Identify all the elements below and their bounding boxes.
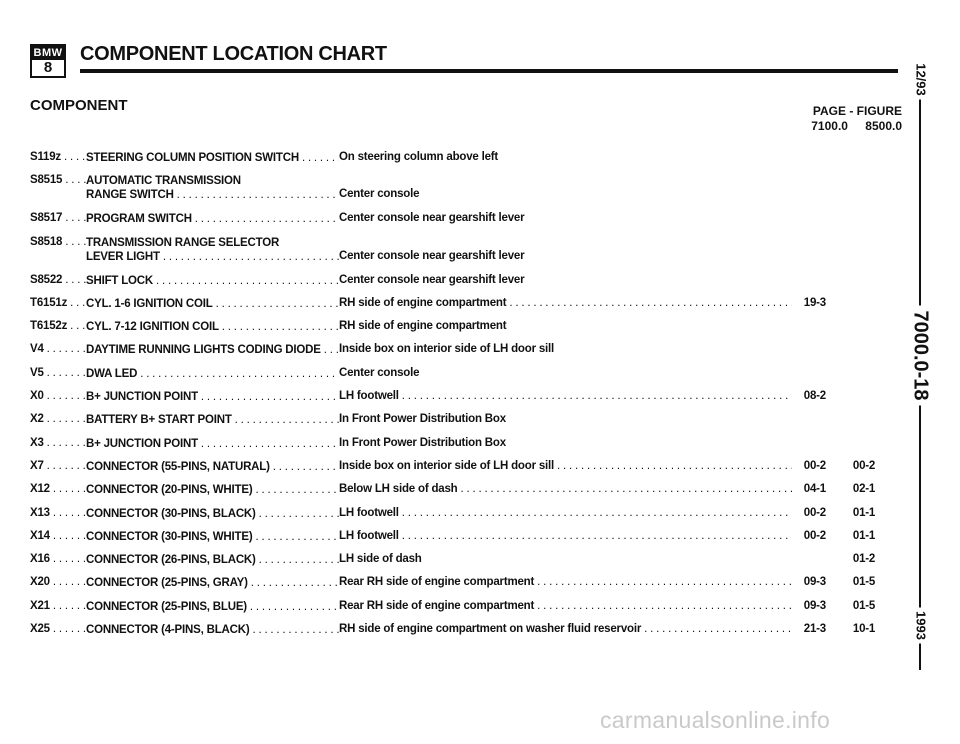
component-name-line-1: STEERING COLUMN POSITION SWITCH . . . [86, 151, 339, 165]
component-name-line-1: PROGRAM SWITCH . . . [86, 212, 339, 226]
page-ref-8500: 01-2 [852, 553, 876, 566]
component-location: Inside box on interior side of LH door sill [339, 343, 555, 356]
component-location: In Front Power Distribution Box [339, 436, 506, 449]
page-ref-7100: 19-3 [792, 297, 826, 309]
component-name [86, 460, 339, 474]
page-figure-code-1: 7100.0 [811, 119, 848, 133]
bmw-logo [30, 44, 66, 78]
component-location: LH footwell . . . [339, 530, 824, 542]
component-name-line-1: CYL. 1-6 IGNITION COIL . . . [86, 297, 339, 311]
component-row [30, 208, 910, 231]
logo-brand-text: BMW [33, 47, 63, 59]
component-name [86, 151, 339, 165]
component-name-line-2: LEVER LIGHT . . . [86, 250, 339, 264]
component-name [86, 530, 339, 544]
page-ref-8500: 01-5 [852, 576, 876, 589]
component-name-line-1: DWA LED . . . [86, 367, 339, 381]
component-location: Rear RH side of engine compartment . . . [339, 600, 824, 612]
component-name [86, 576, 339, 590]
component-name [86, 623, 339, 637]
component-location: Center console near gearshift lever [339, 273, 525, 286]
component-id: X12 . . . [30, 483, 88, 495]
component-location: RH side of engine compartment on washer fluid reservoir . . . [339, 623, 824, 635]
page-figure-label: PAGE - FIGURE [812, 104, 902, 118]
component-location: RH side of engine compartment . . . [339, 297, 824, 309]
component-id: X14 . . . [30, 530, 88, 542]
component-name-line-1: B+ JUNCTION POINT . . . [86, 390, 339, 404]
component-id: X3 . . . [30, 437, 88, 449]
component-row [30, 549, 910, 572]
component-name [86, 413, 339, 427]
component-name [86, 343, 339, 357]
component-id: V4 . . . [30, 343, 88, 355]
component-location: Center console [339, 366, 420, 379]
component-name [86, 507, 339, 521]
page-ref-7100: 00-2 [792, 507, 826, 519]
page-ref-7100: 00-2 [792, 530, 826, 542]
component-id: X13 . . . [30, 507, 88, 519]
component-row [30, 479, 910, 502]
component-name-line-1: CONNECTOR (30-PINS, BLACK) . . . [86, 507, 339, 521]
component-name-line-1: TRANSMISSION RANGE SELECTOR [86, 236, 280, 249]
component-name [86, 553, 339, 567]
page-ref-7100: 21-3 [792, 623, 826, 635]
component-location: LH footwell . . . [339, 390, 824, 402]
component-name [86, 320, 339, 334]
component-name [86, 437, 339, 451]
component-name [86, 174, 339, 202]
component-id: X21 . . . [30, 600, 88, 612]
page-ref-7100: 09-3 [792, 576, 826, 588]
component-name [86, 274, 339, 288]
component-location: LH footwell . . . [339, 507, 824, 519]
component-id: X25 . . . [30, 623, 88, 635]
component-row [30, 456, 910, 479]
component-id: V5 . . . [30, 367, 88, 379]
component-name [86, 236, 339, 264]
page-ref-8500: 01-1 [852, 506, 876, 519]
header-rule [80, 69, 898, 73]
component-id: S8517 . . . [30, 212, 88, 224]
component-location: On steering column above left [339, 151, 499, 163]
component-row [30, 596, 910, 619]
component-name [86, 297, 339, 311]
component-id: T6151z . . . [30, 297, 88, 309]
component-row [30, 170, 910, 208]
component-row [30, 619, 910, 642]
component-location: Center console near gearshift lever [339, 212, 525, 225]
component-name-line-1: SHIFT LOCK . . . [86, 274, 339, 288]
component-location: LH side of dash [339, 553, 422, 566]
component-id: S8522 . . . [30, 274, 88, 286]
component-name [86, 600, 339, 614]
component-location: Rear RH side of engine compartment . . . [339, 576, 824, 588]
watermark: carmanualsonline.info [600, 707, 831, 733]
component-row [30, 503, 910, 526]
component-row [30, 363, 910, 386]
page-ref-8500: 10-1 [852, 623, 876, 636]
page-ref-8500: 02-1 [852, 483, 876, 496]
page-ref-8500: 01-1 [852, 529, 876, 542]
component-row [30, 409, 910, 432]
page-figure-codes [792, 119, 902, 134]
page-ref-7100: 08-2 [792, 390, 826, 402]
component-row [30, 386, 910, 409]
component-name-line-1: CONNECTOR (26-PINS, BLACK) . . . [86, 553, 339, 567]
logo-model-number: 8 [43, 59, 53, 76]
component-name [86, 367, 339, 381]
component-id: T6152z . . . [30, 320, 88, 332]
component-row [30, 232, 910, 270]
side-date: 12/93 [914, 60, 929, 100]
component-row [30, 316, 910, 339]
component-name-line-1: BATTERY B+ START POINT . . . [86, 413, 339, 427]
component-row [30, 339, 910, 362]
component-row [30, 572, 910, 595]
page-figure-code-2: 8500.0 [865, 119, 902, 133]
side-page-number: 7000.0-18 [909, 306, 932, 406]
component-name-line-1: CONNECTOR (25-PINS, GRAY) . . . [86, 576, 339, 590]
side-year: 1993 [914, 608, 929, 644]
page-ref-7100: 09-3 [792, 600, 826, 612]
component-location: In Front Power Distribution Box [339, 413, 506, 426]
page-title: COMPONENT LOCATION CHART [80, 43, 387, 65]
page-ref-7100: 00-2 [792, 460, 826, 472]
component-name [86, 483, 339, 497]
component-list [30, 147, 910, 642]
component-name [86, 212, 339, 226]
component-location: Center console near gearshift lever [339, 249, 525, 262]
page-ref-8500: 00-2 [852, 459, 876, 472]
component-id: X16 . . . [30, 553, 88, 565]
component-row [30, 147, 910, 170]
component-name-line-1: CONNECTOR (25-PINS, BLUE) . . . [86, 600, 339, 614]
component-name-line-1: CONNECTOR (30-PINS, WHITE) . . . [86, 530, 339, 544]
component-id: S8518 . . . [30, 236, 88, 248]
component-id: S8515 . . . [30, 174, 88, 186]
component-id: X7 . . . [30, 460, 88, 472]
component-name-line-1: AUTOMATIC TRANSMISSION [86, 175, 241, 188]
page-figure-header [792, 104, 902, 134]
component-name-line-1: B+ JUNCTION POINT . . . [86, 437, 339, 451]
component-id: S119z . . . [30, 151, 88, 163]
component-location: Below LH side of dash . . . [339, 483, 824, 495]
component-name-line-1: CONNECTOR (4-PINS, BLACK) . . . [86, 623, 339, 637]
component-name-line-1: DAYTIME RUNNING LIGHTS CODING DIODE . . . [86, 343, 339, 357]
page-ref-7100: 04-1 [792, 483, 826, 495]
component-row [30, 270, 910, 293]
component-row [30, 293, 910, 316]
component-name-line-2: RANGE SWITCH . . . [86, 188, 339, 202]
component-name-line-1: CONNECTOR (20-PINS, WHITE) . . . [86, 483, 339, 497]
component-row [30, 526, 910, 549]
page-ref-8500: 01-5 [852, 599, 876, 612]
component-id: X2 . . . [30, 413, 88, 425]
component-location: RH side of engine compartment [339, 320, 507, 333]
component-row [30, 433, 910, 456]
component-location: Center console [339, 188, 420, 201]
section-title: COMPONENT [30, 97, 128, 114]
component-location: Inside box on interior side of LH door sill . . . [339, 460, 824, 472]
component-name-line-1: CYL. 7-12 IGNITION COIL . . . [86, 320, 339, 334]
component-name-line-1: CONNECTOR (55-PINS, NATURAL) . . . [86, 460, 339, 474]
component-id: X20 . . . [30, 576, 88, 588]
component-id: X0 . . . [30, 390, 88, 402]
component-name [86, 390, 339, 404]
